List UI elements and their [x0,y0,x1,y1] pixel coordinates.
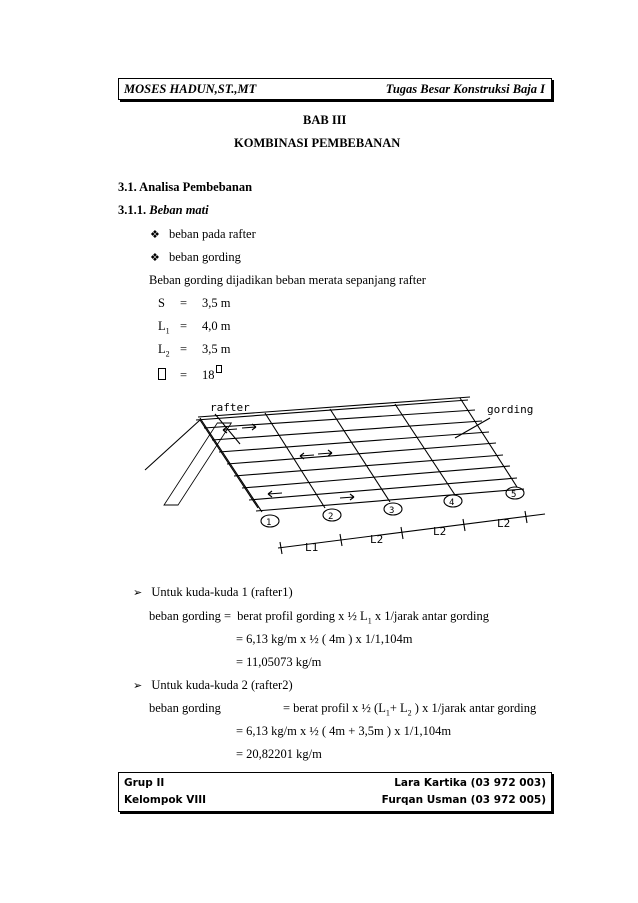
param-equals: = [180,342,188,356]
chapter-title: KOMBINASI PEMBEBANAN [234,136,401,150]
param-symbol-sub: 1 [165,326,170,336]
arrow-bullet-icon: ➢ [133,586,143,599]
param-equals: = [180,296,188,310]
header-author: MOSES HADUN,ST.,MT [124,82,257,96]
calc1-sub: 1 [367,616,372,626]
calc1-label: beban gording = [149,609,232,623]
gording-label: gording [487,403,534,416]
load-strip-arrows [164,423,231,505]
footer-member-2: Furqan Usman (03 972 005) [381,794,546,806]
load-arrows [223,424,354,500]
calc2-expr-a: = berat profil x ½ (L [283,701,386,715]
calc1-line3: = 11,05073 kg/m [236,655,322,669]
param-equals: = [180,319,188,333]
param-symbol: S [158,296,165,310]
chapter-label: BAB III [303,113,347,127]
description-text: Beban gording dijadikan beban merata sepanjang rafter [149,273,426,287]
footer-kelompok: Kelompok VIII [124,794,207,806]
calc1-line2: = 6,13 kg/m x ½ ( 4m ) x 1/1,104m [236,632,413,646]
bullet-text: beban gording [169,250,241,264]
footer-member-1: Lara Kartika (03 972 003) [394,777,546,789]
calc1-title-text: Untuk kuda-kuda 1 (rafter1) [151,585,293,599]
rafter-label: rafter [210,401,250,414]
span-label: L2 [497,517,511,530]
param-value: 3,5 m [202,342,231,356]
header-course: Tugas Besar Konstruksi Baja I [385,82,545,96]
param-symbol-sub: 2 [165,349,170,359]
calc2-tail: ) x 1/jarak antar gording [411,701,537,715]
param-value: 3,5 m [202,296,231,310]
param-symbol-letter: L [158,319,166,333]
node-label: 2 [328,512,334,522]
param-value: 18 [202,368,215,382]
diamond-bullet-icon: ❖ [150,251,160,264]
param-equals: = [180,368,188,382]
node-label: 1 [266,518,272,528]
calc2-line1 [149,701,536,718]
param-symbol-letter: L [158,342,166,356]
page-footer [118,772,552,812]
calc2-title [133,678,293,693]
calc1-expr: berat profil gording x ½ L [237,609,368,623]
section-heading: 3.1. Analisa Pembebanan [118,180,253,194]
node-label: 4 [449,498,455,508]
calc2-sub-a: 1 [385,708,390,718]
calc1-line1 [149,609,489,626]
node-label: 3 [389,506,395,516]
calc2-label: beban gording [149,701,221,715]
calc2-mid: + L [389,701,408,715]
node-label: 5 [511,490,517,500]
rafter-lines [200,398,517,512]
subsection-number: 3.1.1. [118,203,147,217]
calc2-sub-b: 2 [407,708,412,718]
calc2-line2: = 6,13 kg/m x ½ ( 4m + 3,5m ) x 1/1,104m [236,724,452,738]
span-label: L1 [305,541,319,554]
calc1-tail: x 1/jarak antar gording [371,609,490,623]
calc1-title [133,585,293,600]
arrow-bullet-icon: ➢ [133,679,143,692]
gording-label-leader [455,418,490,438]
footer-group: Grup II [124,777,165,789]
param-value: 4,0 m [202,319,231,333]
bullet-text: beban pada rafter [169,227,256,241]
calc2-line3: = 20,82201 kg/m [236,747,322,761]
calc2-title-text: Untuk kuda-kuda 2 (rafter2) [151,678,293,692]
diamond-bullet-icon: ❖ [150,228,160,241]
span-label: L2 [433,525,447,538]
subsection-title: Beban mati [149,203,209,217]
span-label: L2 [370,533,384,546]
